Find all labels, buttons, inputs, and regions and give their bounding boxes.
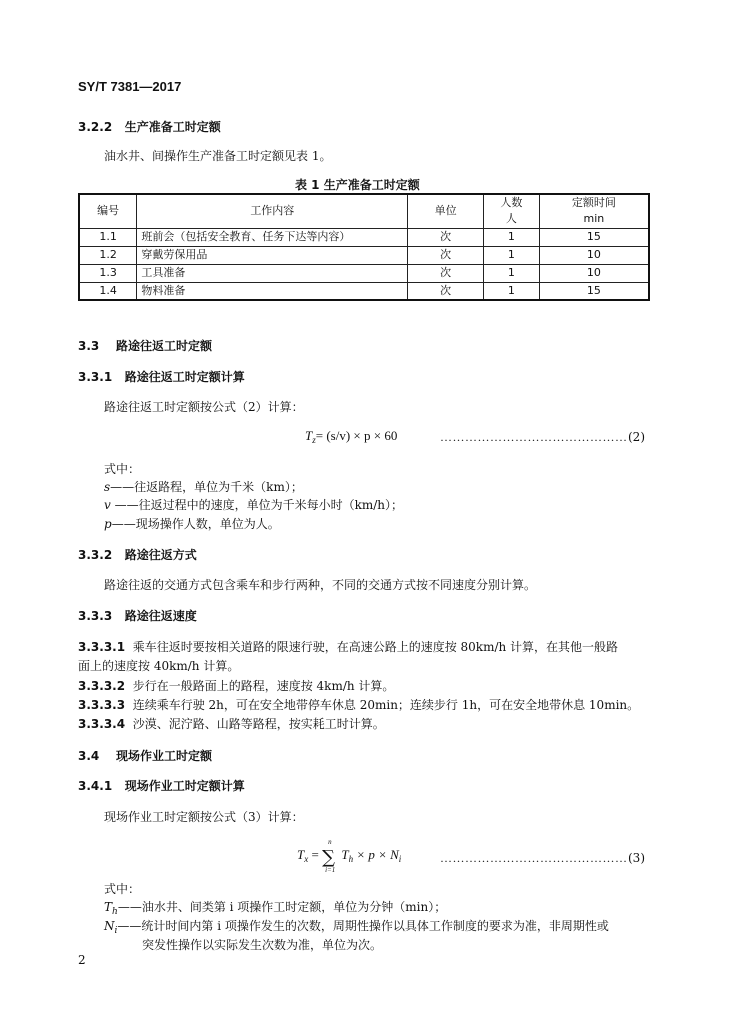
section-3-3-1-heading [78, 368, 245, 385]
section-3-3-3-heading [78, 607, 197, 624]
section-number: 3.4.1 [78, 779, 113, 793]
table-row [79, 264, 649, 282]
section-3-4-1-heading [78, 777, 245, 794]
definition-ni-cont: 突发性操作以实际发生次数为准，单位为次。 [142, 938, 383, 952]
cell-people: 1 [484, 228, 540, 246]
section-3-2-2-heading [78, 118, 221, 135]
col-header-unit: 单位 [408, 194, 484, 228]
cell-unit: 次 [408, 246, 484, 264]
section-title: 路途往返工时定额 [115, 339, 212, 353]
cell-time: 10 [539, 246, 649, 264]
section-title: 路途往返工时定额计算 [124, 370, 245, 384]
section-3-3-heading [78, 337, 212, 354]
table-row [79, 246, 649, 264]
table-caption: 表 1 生产准备工时定额 [295, 178, 420, 192]
standard-code: SY/T 7381—2017 [78, 79, 182, 94]
formula-leader-dots: ……………………………………… [440, 851, 628, 865]
col-header-people: 人数 人 [484, 194, 540, 228]
where-label: 式中： [104, 462, 141, 476]
cell-people: 1 [484, 246, 540, 264]
formula-2: $T_z= (s/v) \times p \times 60$ [305, 428, 398, 445]
col-header-no: 编号 [79, 194, 137, 228]
cell-content: 穿戴劳保用品 [137, 246, 408, 264]
cell-content: 物料准备 [137, 282, 408, 300]
section-title: 路途往返速度 [124, 609, 197, 623]
clause-3-3-3-1: 3.3.3.1 乘车往返时要按相关道路的限速行驶，在高速公路上的速度按 80km/h 计算，在其他一般路 [78, 640, 619, 654]
section-number: 3.4 [78, 749, 100, 763]
definition-th: $T_h——$油水井、间类第 i 项操作工时定额，单位为分钟（min）； [104, 900, 447, 917]
clause-3-3-3-4: 3.3.3.4 沙漠、泥泞路、山路等路程，按实耗工时计算。 [78, 717, 385, 731]
table-header-row [79, 194, 649, 228]
clause-3-3-3-2: 3.3.3.2 步行在一般路面上的路程，速度按 4km/h 计算。 [78, 679, 395, 693]
section-title: 路途往返方式 [124, 548, 197, 562]
col-header-time: 定额时间 min [539, 194, 649, 228]
cell-no: 1.3 [79, 264, 137, 282]
cell-people: 1 [484, 264, 540, 282]
paragraph: 路途往返的交通方式包含乘车和步行两种，不同的交通方式按不同速度分别计算。 [104, 578, 537, 592]
clause-3-3-3-3: 3.3.3.3 连续乘车行驶 2h，可在安全地带停车休息 20min；连续步行 1h，可在安全地带休息 10min。 [78, 698, 640, 712]
cell-time: 10 [539, 264, 649, 282]
definition-s: s——往返路程，单位为千米（km）； [104, 480, 303, 494]
cell-time: 15 [539, 228, 649, 246]
cell-people: 1 [484, 282, 540, 300]
section-number: 3.3.1 [78, 370, 113, 384]
cell-no: 1.2 [79, 246, 137, 264]
section-number: 3.3.2 [78, 548, 113, 562]
paragraph: 现场作业工时定额按公式（3）计算： [104, 810, 304, 824]
definition-v: v ——往返过程中的速度，单位为千米每小时（km/h）； [104, 498, 404, 512]
cell-content: 工具准备 [137, 264, 408, 282]
section-3-4-heading [78, 747, 212, 764]
table-row [79, 228, 649, 246]
formula-3: $T_x$ = ∑ n i=1 $T_h \times p \times N_i$ [297, 838, 402, 874]
section-number: 3.3.3 [78, 609, 113, 623]
cell-time: 15 [539, 282, 649, 300]
cell-unit: 次 [408, 264, 484, 282]
work-hours-table [78, 193, 650, 301]
section-number: 3.2.2 [78, 120, 113, 134]
page-number: 2 [78, 953, 86, 967]
formula-leader-dots: ……………………………………… [440, 430, 628, 444]
cell-no: 1.4 [79, 282, 137, 300]
cell-no: 1.1 [79, 228, 137, 246]
cell-unit: 次 [408, 228, 484, 246]
table-row [79, 282, 649, 300]
cell-unit: 次 [408, 282, 484, 300]
section-3-3-2-heading [78, 546, 197, 563]
formula-number: (2) [628, 430, 645, 444]
section-title: 现场作业工时定额计算 [124, 779, 245, 793]
col-header-content: 工作内容 [137, 194, 408, 228]
cell-content: 班前会（包括安全教育、任务下达等内容） [137, 228, 408, 246]
definition-ni: $N_i——$统计时间内第 i 项操作发生的次数，周期性操作以具体工作制度的要求为准，非周期性或 [104, 919, 609, 936]
definition-p: p——现场操作人数，单位为人。 [104, 517, 280, 531]
paragraph: 路途往返工时定额按公式（2）计算： [104, 400, 304, 414]
section-title: 生产准备工时定额 [124, 120, 221, 134]
clause-3-3-3-1-cont: 面上的速度按 40km/h 计算。 [78, 659, 240, 673]
formula-number: (3) [628, 851, 645, 865]
where-label: 式中： [104, 882, 141, 896]
paragraph: 油水井、间操作生产准备工时定额见表 1。 [104, 149, 332, 163]
section-number: 3.3 [78, 339, 100, 353]
section-title: 现场作业工时定额 [115, 749, 212, 763]
